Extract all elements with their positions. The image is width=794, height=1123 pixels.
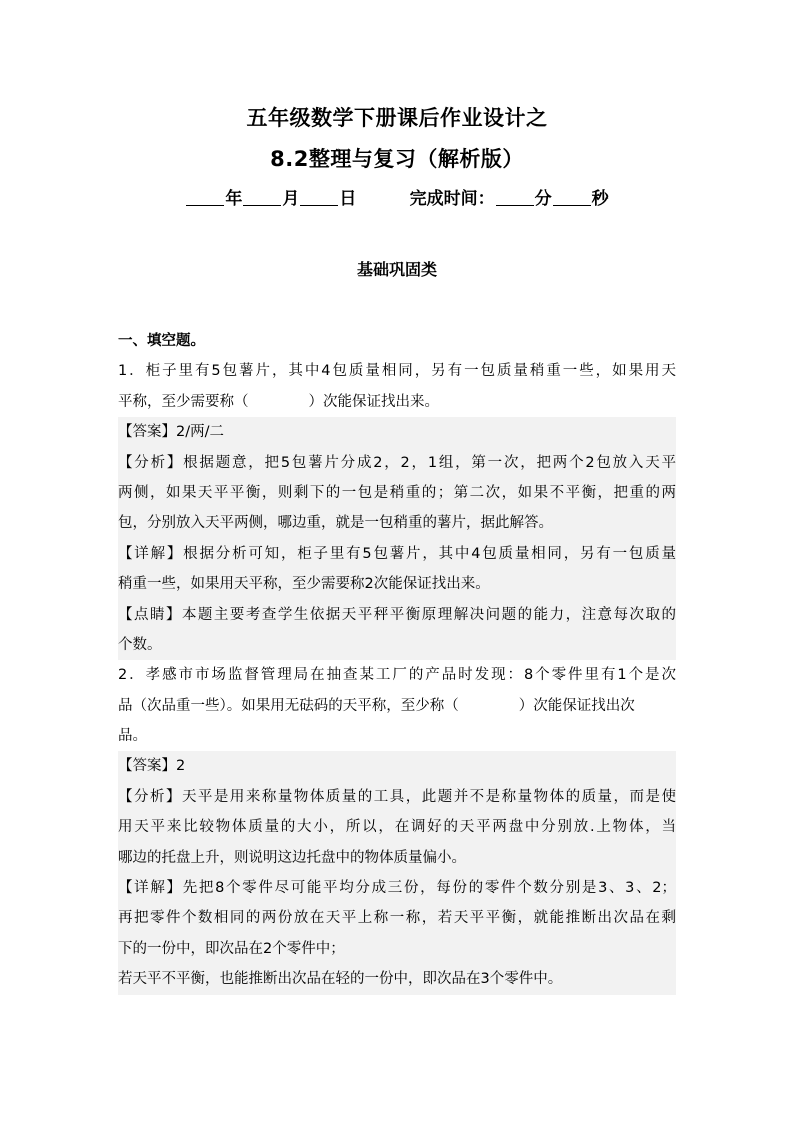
q1-detail-line1: 【详解】根据分析可知，柜子里有5包薯片，其中4包质量相同，另有一包质量: [118, 545, 676, 562]
q2-detail-line2: 再把零件个数相同的两份放在天平上称一称，若天平平衡，就能推断出次品在剩: [118, 910, 676, 927]
month-blank[interactable]: [243, 189, 281, 206]
q1-line1: 1．柜子里有5包薯片，其中4包质量相同，另有一包质量稍重一些，如果用天: [118, 363, 676, 380]
q1-analysis-line2: 两侧，如果天平平衡，则剩下的一包是稍重的；第二次，如果不平衡，把重的两: [118, 484, 676, 501]
date-time-line: [0, 186, 794, 212]
q2-line2: [118, 691, 676, 721]
day-label: 日: [339, 189, 357, 209]
q2-answer: 【答案】2: [118, 758, 186, 775]
minute-label: 分: [534, 189, 552, 209]
minute-blank[interactable]: [496, 189, 534, 206]
q2-solution-block: [118, 751, 676, 994]
q1-line2-before: 平称，至少需要称（: [118, 393, 249, 410]
q2-line1: 2．孝感市市场监督管理局在抽查某工厂的产品时发现：8个零件里有1个是次: [118, 667, 676, 684]
q1-solution-block: [118, 417, 676, 660]
year-label: 年: [225, 189, 243, 209]
q1-comment-line2: 个数。: [118, 636, 162, 653]
q2-line2-before: 品（次品重一些）。如果用无砝码的天平称，至少称（: [118, 697, 459, 714]
q2-line2-after: ）次能保证找出次: [518, 697, 635, 714]
document-subtitle: 8.2整理与复习（解析版）: [270, 147, 524, 171]
questions-content: [118, 326, 676, 995]
document-title: 五年级数学下册课后作业设计之: [246, 106, 548, 130]
q2-analysis-line3: 哪边的托盘上升，则说明这边托盘中的物体质量偏小。: [118, 849, 466, 866]
q1-answer: 【答案】2/两/二: [118, 424, 224, 441]
q2-detail-line4: 若天平不平衡，也能推断出次品在轻的一份中，即次品在3个零件中。: [118, 971, 563, 988]
section-title: 基础巩固类: [356, 260, 437, 279]
part-title: 一、填空题。: [118, 333, 205, 349]
q1-analysis-line1: 【分析】根据题意，把5包薯片分成2，2，1组，第一次，把两个2包放入天平: [118, 454, 676, 471]
q1-line2-after: ）次能保证找出来。: [308, 393, 439, 410]
q2-analysis-line2: 用天平来比较物体质量的大小，所以，在调好的天平两盘中分别放.上物体，当: [118, 819, 676, 836]
year-blank[interactable]: [186, 189, 224, 206]
q2-detail-line3: 下的一份中，即次品在2个零件中；: [118, 940, 345, 957]
q1-analysis-line3: 包，分别放入天平两侧，哪边重，就是一包稍重的薯片，据此解答。: [118, 515, 553, 532]
q1-line2: [118, 387, 676, 417]
second-label: 秒: [591, 189, 609, 209]
q2-detail-line1: 【详解】先把8个零件尽可能平均分成三份，每份的零件个数分别是3、3、2；: [118, 880, 676, 897]
q1-detail-line2: 稍重一些，如果用天平称，至少需要称2次能保证找出来。: [118, 576, 490, 593]
q2-line3: 品。: [118, 728, 147, 745]
day-blank[interactable]: [300, 189, 338, 206]
second-blank[interactable]: [553, 189, 591, 206]
month-label: 月: [282, 189, 300, 209]
q2-analysis-line1: 【分析】天平是用来称量物体质量的工具，此题并不是称量物体的质量，而是使: [118, 788, 676, 805]
q1-comment-line1: 【点睛】本题主要考查学生依据天平秤平衡原理解决问题的能力，注意每次取的: [118, 606, 676, 623]
time-label: 完成时间：: [409, 189, 495, 209]
